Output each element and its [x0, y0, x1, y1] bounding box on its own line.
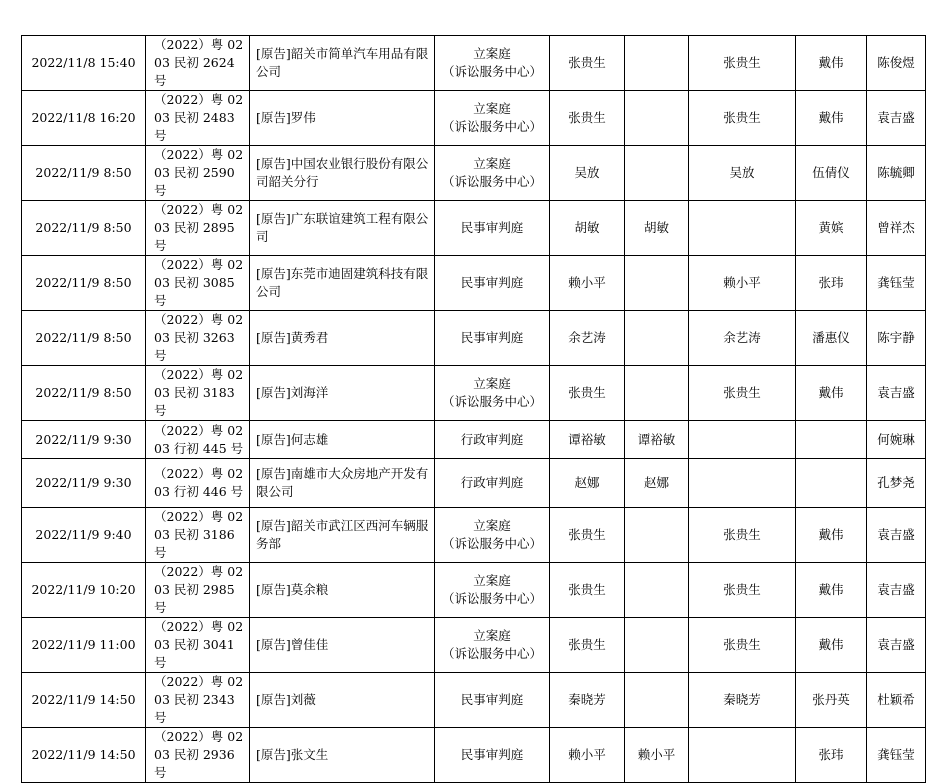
- court-clerk-cell: [867, 91, 926, 146]
- table-row: [22, 311, 926, 366]
- court-division-cell: [435, 508, 550, 563]
- hearing-time-cell: [22, 563, 146, 618]
- court-division-cell-text: 立案庭 （诉讼服务中心）: [441, 46, 542, 79]
- chief-judge-cell: [689, 256, 796, 311]
- presiding-judge-cell-text: 赖小平: [568, 747, 606, 762]
- presiding-judge-cell-text: 张贵生: [568, 527, 606, 542]
- chief-judge-cell-text: 张贵生: [723, 385, 761, 400]
- panel-judge-cell: [625, 201, 689, 256]
- case-number-cell-text: （2022）粤 0203 行初 446 号: [154, 466, 244, 499]
- court-division-cell: [435, 146, 550, 201]
- judge-assistant-cell: [796, 91, 867, 146]
- presiding-judge-cell-text: 余艺涛: [568, 330, 606, 345]
- party-cell-text: [原告]刘薇: [256, 692, 316, 707]
- table-row: [22, 508, 926, 563]
- chief-judge-cell: [689, 673, 796, 728]
- presiding-judge-cell-text: 赖小平: [568, 275, 606, 290]
- court-division-cell-text: 民事审判庭: [460, 747, 524, 762]
- presiding-judge-cell-text: 谭裕敏: [568, 431, 606, 447]
- case-number-cell: [146, 256, 250, 311]
- party-cell: [250, 36, 435, 91]
- hearing-time-cell: [22, 311, 146, 366]
- presiding-judge-cell: [550, 618, 625, 673]
- presiding-judge-cell: [550, 366, 625, 421]
- judge-assistant-cell-text: 张丹英: [812, 692, 850, 707]
- party-cell-text: [原告]何志雄: [256, 431, 329, 447]
- case-number-cell: [146, 673, 250, 728]
- party-cell: [250, 673, 435, 728]
- party-cell: [250, 256, 435, 311]
- court-clerk-cell-text: 曾祥杰: [877, 220, 915, 235]
- judge-assistant-cell: [796, 256, 867, 311]
- court-division-cell-text: 立案庭 （诉讼服务中心）: [441, 101, 542, 134]
- panel-judge-cell: [625, 728, 689, 783]
- judge-assistant-cell: [796, 508, 867, 563]
- panel-judge-cell: [625, 311, 689, 366]
- court-clerk-cell-text: 龚钰莹: [877, 747, 915, 762]
- party-cell: [250, 201, 435, 256]
- party-cell: [250, 91, 435, 146]
- case-number-cell: [146, 146, 250, 201]
- chief-judge-cell: [689, 563, 796, 618]
- case-number-cell: [146, 563, 250, 618]
- court-division-cell-text: 立案庭 （诉讼服务中心）: [441, 156, 542, 189]
- panel-judge-cell: [625, 421, 689, 459]
- hearing-time-cell-text: 2022/11/9 8:50: [35, 385, 132, 400]
- chief-judge-cell: [689, 366, 796, 421]
- court-clerk-cell-text: 陈毓卿: [877, 165, 915, 180]
- case-number-cell: [146, 459, 250, 508]
- hearing-time-cell-text: 2022/11/9 8:50: [35, 165, 132, 180]
- court-division-cell-text: 民事审判庭: [460, 692, 524, 707]
- case-number-cell-text: （2022）粤 0203 民初 2624 号: [154, 37, 244, 88]
- chief-judge-cell: [689, 728, 796, 783]
- presiding-judge-cell: [550, 728, 625, 783]
- presiding-judge-cell: [550, 146, 625, 201]
- judge-assistant-cell: [796, 146, 867, 201]
- table-row: [22, 256, 926, 311]
- case-number-cell-text: （2022）粤 0203 民初 2895 号: [154, 202, 244, 253]
- hearing-time-cell: [22, 36, 146, 91]
- court-division-cell-text: 立案庭 （诉讼服务中心）: [441, 518, 542, 551]
- court-division-cell-text: 行政审判庭: [460, 431, 524, 447]
- court-clerk-cell-text: 袁吉盛: [877, 110, 915, 125]
- court-division-cell: [435, 311, 550, 366]
- court-clerk-cell-text: 何婉琳: [877, 431, 915, 447]
- hearing-time-cell: [22, 146, 146, 201]
- party-cell-text: [原告]张文生: [256, 747, 329, 762]
- court-clerk-cell: [867, 146, 926, 201]
- court-division-cell: [435, 728, 550, 783]
- table-row: [22, 563, 926, 618]
- case-number-cell-text: （2022）粤 0203 民初 3041 号: [154, 619, 244, 670]
- party-cell-text: [原告]刘海洋: [256, 385, 329, 400]
- table-row: [22, 36, 926, 91]
- court-clerk-cell: [867, 366, 926, 421]
- presiding-judge-cell: [550, 508, 625, 563]
- presiding-judge-cell-text: 张贵生: [568, 110, 606, 125]
- panel-judge-cell: [625, 459, 689, 508]
- party-cell: [250, 728, 435, 783]
- case-number-cell-text: （2022）粤 0203 民初 2985 号: [154, 564, 244, 615]
- court-clerk-cell-text: 孔梦尧: [877, 475, 915, 490]
- presiding-judge-cell: [550, 256, 625, 311]
- hearing-time-cell-text: 2022/11/9 14:50: [31, 747, 136, 762]
- party-cell: [250, 508, 435, 563]
- judge-assistant-cell-text: 戴伟: [818, 582, 844, 597]
- panel-judge-cell-text: 赵娜: [643, 475, 669, 490]
- judge-assistant-cell-text: 伍倩仪: [812, 165, 850, 180]
- judge-assistant-cell: [796, 421, 867, 459]
- panel-judge-cell-text: 赖小平: [637, 747, 676, 762]
- party-cell-text: [原告]曾佳佳: [256, 637, 329, 652]
- table-row: [22, 421, 926, 459]
- chief-judge-cell: [689, 91, 796, 146]
- party-cell-text: [原告]东莞市迪固建筑科技有限公司: [256, 266, 429, 299]
- hearing-time-cell-text: 2022/11/8 15:40: [31, 55, 136, 70]
- presiding-judge-cell: [550, 563, 625, 618]
- hearing-time-cell: [22, 673, 146, 728]
- presiding-judge-cell-text: 张贵生: [568, 582, 606, 597]
- panel-judge-cell: [625, 673, 689, 728]
- court-clerk-cell: [867, 421, 926, 459]
- court-clerk-cell-text: 袁吉盛: [877, 527, 915, 542]
- court-division-cell-text: 立案庭 （诉讼服务中心）: [441, 628, 542, 661]
- hearing-schedule-body: [22, 36, 926, 783]
- hearing-schedule-table: [21, 35, 926, 783]
- hearing-time-cell: [22, 728, 146, 783]
- court-clerk-cell: [867, 673, 926, 728]
- party-cell: [250, 563, 435, 618]
- case-number-cell-text: （2022）粤 0203 民初 2590 号: [154, 147, 244, 198]
- hearing-time-cell: [22, 459, 146, 508]
- party-cell-text: [原告]莫余粮: [256, 582, 329, 597]
- party-cell-text: [原告]韶关市简单汽车用品有限公司: [256, 46, 429, 79]
- court-division-cell-text: 民事审判庭: [460, 275, 524, 290]
- case-number-cell: [146, 421, 250, 459]
- court-division-cell: [435, 91, 550, 146]
- party-cell-text: [原告]中国农业银行股份有限公司韶关分行: [256, 156, 429, 189]
- judge-assistant-cell-text: 戴伟: [818, 637, 844, 652]
- court-clerk-cell-text: 袁吉盛: [877, 637, 915, 652]
- table-row: [22, 146, 926, 201]
- chief-judge-cell-text: 张贵生: [723, 527, 761, 542]
- case-number-cell: [146, 201, 250, 256]
- chief-judge-cell: [689, 618, 796, 673]
- presiding-judge-cell-text: 张贵生: [568, 637, 606, 652]
- court-division-cell: [435, 366, 550, 421]
- court-clerk-cell-text: 龚钰莹: [877, 275, 915, 290]
- case-number-cell-text: （2022）粤 0203 行初 445 号: [154, 422, 244, 456]
- chief-judge-cell: [689, 36, 796, 91]
- presiding-judge-cell-text: 胡敏: [574, 220, 600, 235]
- chief-judge-cell: [689, 311, 796, 366]
- court-division-cell-text: 民事审判庭: [460, 220, 524, 235]
- hearing-time-cell-text: 2022/11/8 16:20: [31, 110, 136, 125]
- judge-assistant-cell: [796, 459, 867, 508]
- hearing-time-cell-text: 2022/11/9 8:50: [35, 275, 132, 290]
- presiding-judge-cell-text: 张贵生: [568, 385, 606, 400]
- court-clerk-cell-text: 陈宇静: [877, 330, 915, 345]
- party-cell: [250, 311, 435, 366]
- chief-judge-cell-text: 赖小平: [723, 275, 761, 290]
- court-division-cell: [435, 563, 550, 618]
- party-cell-text: [原告]黄秀君: [256, 330, 329, 345]
- case-number-cell: [146, 91, 250, 146]
- judge-assistant-cell: [796, 563, 867, 618]
- hearing-time-cell-text: 2022/11/9 9:40: [35, 527, 132, 542]
- judge-assistant-cell: [796, 366, 867, 421]
- presiding-judge-cell: [550, 91, 625, 146]
- chief-judge-cell: [689, 201, 796, 256]
- table-row: [22, 91, 926, 146]
- court-division-cell: [435, 673, 550, 728]
- party-cell-text: [原告]罗伟: [256, 110, 316, 125]
- table-row: [22, 459, 926, 508]
- chief-judge-cell-text: 张贵生: [723, 110, 761, 125]
- table-row: [22, 673, 926, 728]
- case-number-cell-text: （2022）粤 0203 民初 3183 号: [154, 367, 244, 418]
- judge-assistant-cell: [796, 201, 867, 256]
- panel-judge-cell: [625, 146, 689, 201]
- hearing-time-cell: [22, 421, 146, 459]
- presiding-judge-cell: [550, 421, 625, 459]
- court-clerk-cell-text: 袁吉盛: [877, 582, 915, 597]
- hearing-time-cell: [22, 91, 146, 146]
- presiding-judge-cell-text: 赵娜: [574, 475, 600, 490]
- table-row: [22, 201, 926, 256]
- court-clerk-cell-text: 袁吉盛: [877, 385, 915, 400]
- chief-judge-cell: [689, 508, 796, 563]
- judge-assistant-cell: [796, 36, 867, 91]
- table-row: [22, 366, 926, 421]
- party-cell: [250, 618, 435, 673]
- case-number-cell-text: （2022）粤 0203 民初 3085 号: [154, 257, 244, 308]
- hearing-time-cell: [22, 256, 146, 311]
- judge-assistant-cell-text: 戴伟: [818, 55, 844, 70]
- court-clerk-cell-text: 杜颖希: [877, 692, 915, 707]
- court-clerk-cell: [867, 311, 926, 366]
- hearing-time-cell: [22, 618, 146, 673]
- judge-assistant-cell: [796, 618, 867, 673]
- court-division-cell: [435, 256, 550, 311]
- hearing-time-cell: [22, 508, 146, 563]
- hearing-time-cell-text: 2022/11/9 10:20: [31, 582, 136, 597]
- court-division-cell: [435, 36, 550, 91]
- hearing-time-cell-text: 2022/11/9 14:50: [31, 692, 136, 707]
- court-clerk-cell: [867, 508, 926, 563]
- hearing-time-cell: [22, 366, 146, 421]
- court-clerk-cell: [867, 563, 926, 618]
- judge-assistant-cell: [796, 728, 867, 783]
- case-number-cell-text: （2022）粤 0203 民初 3186 号: [154, 509, 244, 560]
- party-cell: [250, 366, 435, 421]
- panel-judge-cell: [625, 508, 689, 563]
- case-number-cell: [146, 508, 250, 563]
- table-row: [22, 728, 926, 783]
- chief-judge-cell-text: 余艺涛: [723, 330, 761, 345]
- judge-assistant-cell-text: 黄嫔: [818, 220, 844, 235]
- panel-judge-cell-text: 谭裕敏: [637, 431, 676, 447]
- court-clerk-cell: [867, 618, 926, 673]
- chief-judge-cell: [689, 146, 796, 201]
- court-clerk-cell: [867, 201, 926, 256]
- chief-judge-cell-text: 秦晓芳: [723, 692, 761, 707]
- presiding-judge-cell: [550, 201, 625, 256]
- court-division-cell-text: 行政审判庭: [460, 475, 524, 490]
- presiding-judge-cell: [550, 459, 625, 508]
- chief-judge-cell-text: 张贵生: [723, 55, 761, 70]
- hearing-time-cell: [22, 201, 146, 256]
- hearing-time-cell-text: 2022/11/9 11:00: [31, 637, 136, 652]
- judge-assistant-cell-text: 戴伟: [818, 527, 844, 542]
- case-number-cell: [146, 36, 250, 91]
- case-number-cell: [146, 311, 250, 366]
- panel-judge-cell: [625, 366, 689, 421]
- chief-judge-cell-text: 吴放: [729, 165, 755, 180]
- judge-assistant-cell-text: 张玮: [818, 747, 844, 762]
- presiding-judge-cell-text: 秦晓芳: [568, 692, 606, 707]
- case-number-cell: [146, 366, 250, 421]
- court-clerk-cell: [867, 728, 926, 783]
- table-row: [22, 618, 926, 673]
- court-clerk-cell: [867, 256, 926, 311]
- court-clerk-cell: [867, 36, 926, 91]
- presiding-judge-cell: [550, 311, 625, 366]
- case-number-cell-text: （2022）粤 0203 民初 2483 号: [154, 92, 244, 143]
- party-cell: [250, 146, 435, 201]
- presiding-judge-cell: [550, 673, 625, 728]
- hearing-time-cell-text: 2022/11/9 9:30: [35, 431, 132, 447]
- party-cell-text: [原告]广东联谊建筑工程有限公司: [256, 211, 429, 244]
- chief-judge-cell-text: 张贵生: [723, 582, 761, 597]
- panel-judge-cell: [625, 91, 689, 146]
- judge-assistant-cell: [796, 673, 867, 728]
- court-division-cell-text: 立案庭 （诉讼服务中心）: [441, 573, 542, 606]
- court-division-cell: [435, 618, 550, 673]
- panel-judge-cell-text: 胡敏: [643, 220, 669, 235]
- court-division-cell: [435, 459, 550, 508]
- party-cell-text: [原告]南雄市大众房地产开发有限公司: [256, 466, 429, 499]
- presiding-judge-cell: [550, 36, 625, 91]
- party-cell: [250, 421, 435, 459]
- hearing-time-cell-text: 2022/11/9 8:50: [35, 330, 132, 345]
- panel-judge-cell: [625, 256, 689, 311]
- court-division-cell: [435, 421, 550, 459]
- judge-assistant-cell-text: 张玮: [818, 275, 844, 290]
- case-number-cell-text: （2022）粤 0203 民初 2343 号: [154, 674, 244, 725]
- case-number-cell-text: （2022）粤 0203 民初 3263 号: [154, 312, 244, 363]
- presiding-judge-cell-text: 吴放: [574, 165, 600, 180]
- chief-judge-cell: [689, 421, 796, 459]
- court-division-cell-text: 立案庭 （诉讼服务中心）: [441, 376, 542, 409]
- presiding-judge-cell-text: 张贵生: [568, 55, 606, 70]
- party-cell: [250, 459, 435, 508]
- case-number-cell-text: （2022）粤 0203 民初 2936 号: [154, 729, 244, 780]
- chief-judge-cell-text: 张贵生: [723, 637, 761, 652]
- hearing-time-cell-text: 2022/11/9 9:30: [35, 475, 132, 490]
- panel-judge-cell: [625, 618, 689, 673]
- judge-assistant-cell-text: 戴伟: [818, 385, 844, 400]
- judge-assistant-cell-text: 戴伟: [818, 110, 844, 125]
- court-clerk-cell: [867, 459, 926, 508]
- court-division-cell-text: 民事审判庭: [460, 330, 524, 345]
- judge-assistant-cell: [796, 311, 867, 366]
- judge-assistant-cell-text: 潘惠仪: [812, 330, 850, 345]
- panel-judge-cell: [625, 563, 689, 618]
- hearing-time-cell-text: 2022/11/9 8:50: [35, 220, 132, 235]
- case-number-cell: [146, 618, 250, 673]
- court-clerk-cell-text: 陈俊煜: [877, 55, 915, 70]
- case-number-cell: [146, 728, 250, 783]
- court-division-cell: [435, 201, 550, 256]
- party-cell-text: [原告]韶关市武江区西河车辆服务部: [256, 518, 429, 551]
- panel-judge-cell: [625, 36, 689, 91]
- chief-judge-cell: [689, 459, 796, 508]
